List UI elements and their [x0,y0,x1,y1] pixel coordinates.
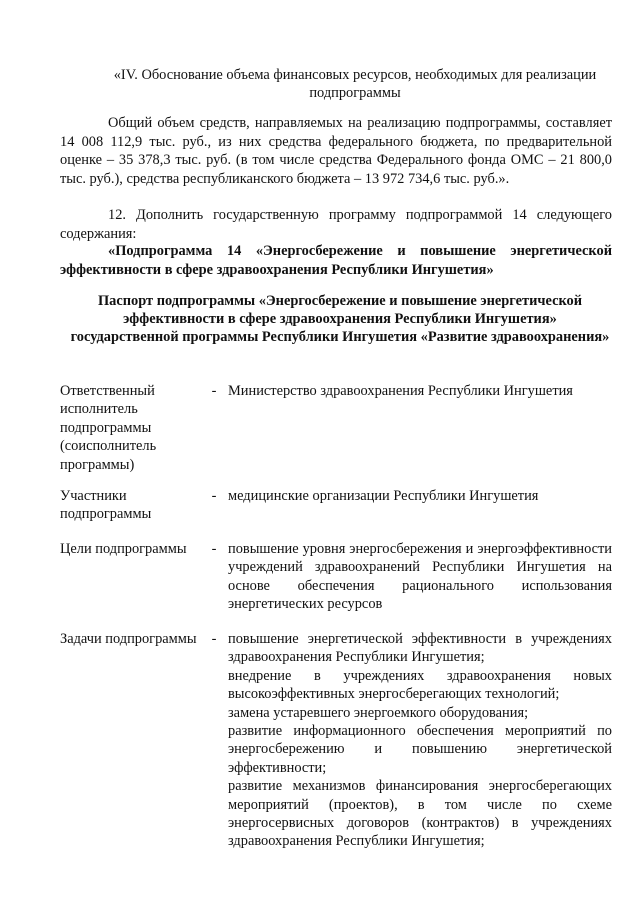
row-label: Цели подпрограммы [60,541,187,557]
row-value [228,487,612,505]
row-label: Участники подпрограммы [60,488,152,523]
value-line: развитие механизмов финансирования энергосберегающих мероприятий (проектов), в том числе по схеме энергосервисных договоров (контрактов) в учреждениях здравоохранения Республики Ингушетия; [228,778,612,850]
value-line: замена устаревшего энергоемкого оборудования; [228,704,529,721]
value-line: повышение энергетической эффективности в учреждениях здравоохранения Республики Ингушетия; [228,631,612,666]
row-dash: - [211,631,217,647]
row-label: Задачи подпрограммы [60,631,197,647]
passport-title: Паспорт подпрограммы «Энергосбережение и повышение энергетической эффективности в сфере здравоохранения Республики Ингушетия» государственной программы Республики Ингушетия «Развитие здравоохранения» [70,293,610,345]
amendment-paragraph: 12. Дополнить государственную программу подпрограммой 14 следующего содержания: [60,207,612,242]
row-dash: - [211,383,217,399]
row-dash: - [211,541,217,557]
value-line: внедрение в учреждениях здравоохранения новых высокоэффективных энергосберегающих технологий; [228,667,612,703]
row-value [228,382,612,400]
value-line: повышение уровня энергосбережения и энергоэффективности учреждений здравоохранений Республики Ингушетия на основе обеспечения рационального использования энергетических ресурсов [228,541,612,613]
value-line: развитие информационного обеспечения мероприятий по энергосбережению и повышению энергетической эффективности; [228,723,612,776]
row-dash: - [211,488,217,504]
row-value [228,540,612,614]
value-line: Министерство здравоохранения Республики Ингушетия [228,383,573,399]
row-label: Ответственный исполнитель подпрограммы (соисполнитель программы) [60,383,157,473]
subprogram-heading: «Подпрограмма 14 «Энергосбережение и повышение энергетической эффективности в сфере здравоохранения Республики Ингушетия» [60,243,612,278]
row-value [228,630,612,851]
value-line: медицинские организации Республики Ингушетия [228,488,539,504]
section-title: «IV. Обоснование объема финансовых ресурсов, необходимых для реализации подпрограммы [113,67,597,101]
funding-paragraph: Общий объем средств, направляемых на реализацию подпрограммы, составляет 14 008 112,9 тыс. руб., из них средства федерального бюджета, по предварительной оценке – 35 378,3 тыс. руб. (в том числе средства Федерального фонда ОМС – 21 800,0 тыс. руб.), средства республиканского бюджета – 13 972 734,6 тыс. руб.». [60,115,612,187]
